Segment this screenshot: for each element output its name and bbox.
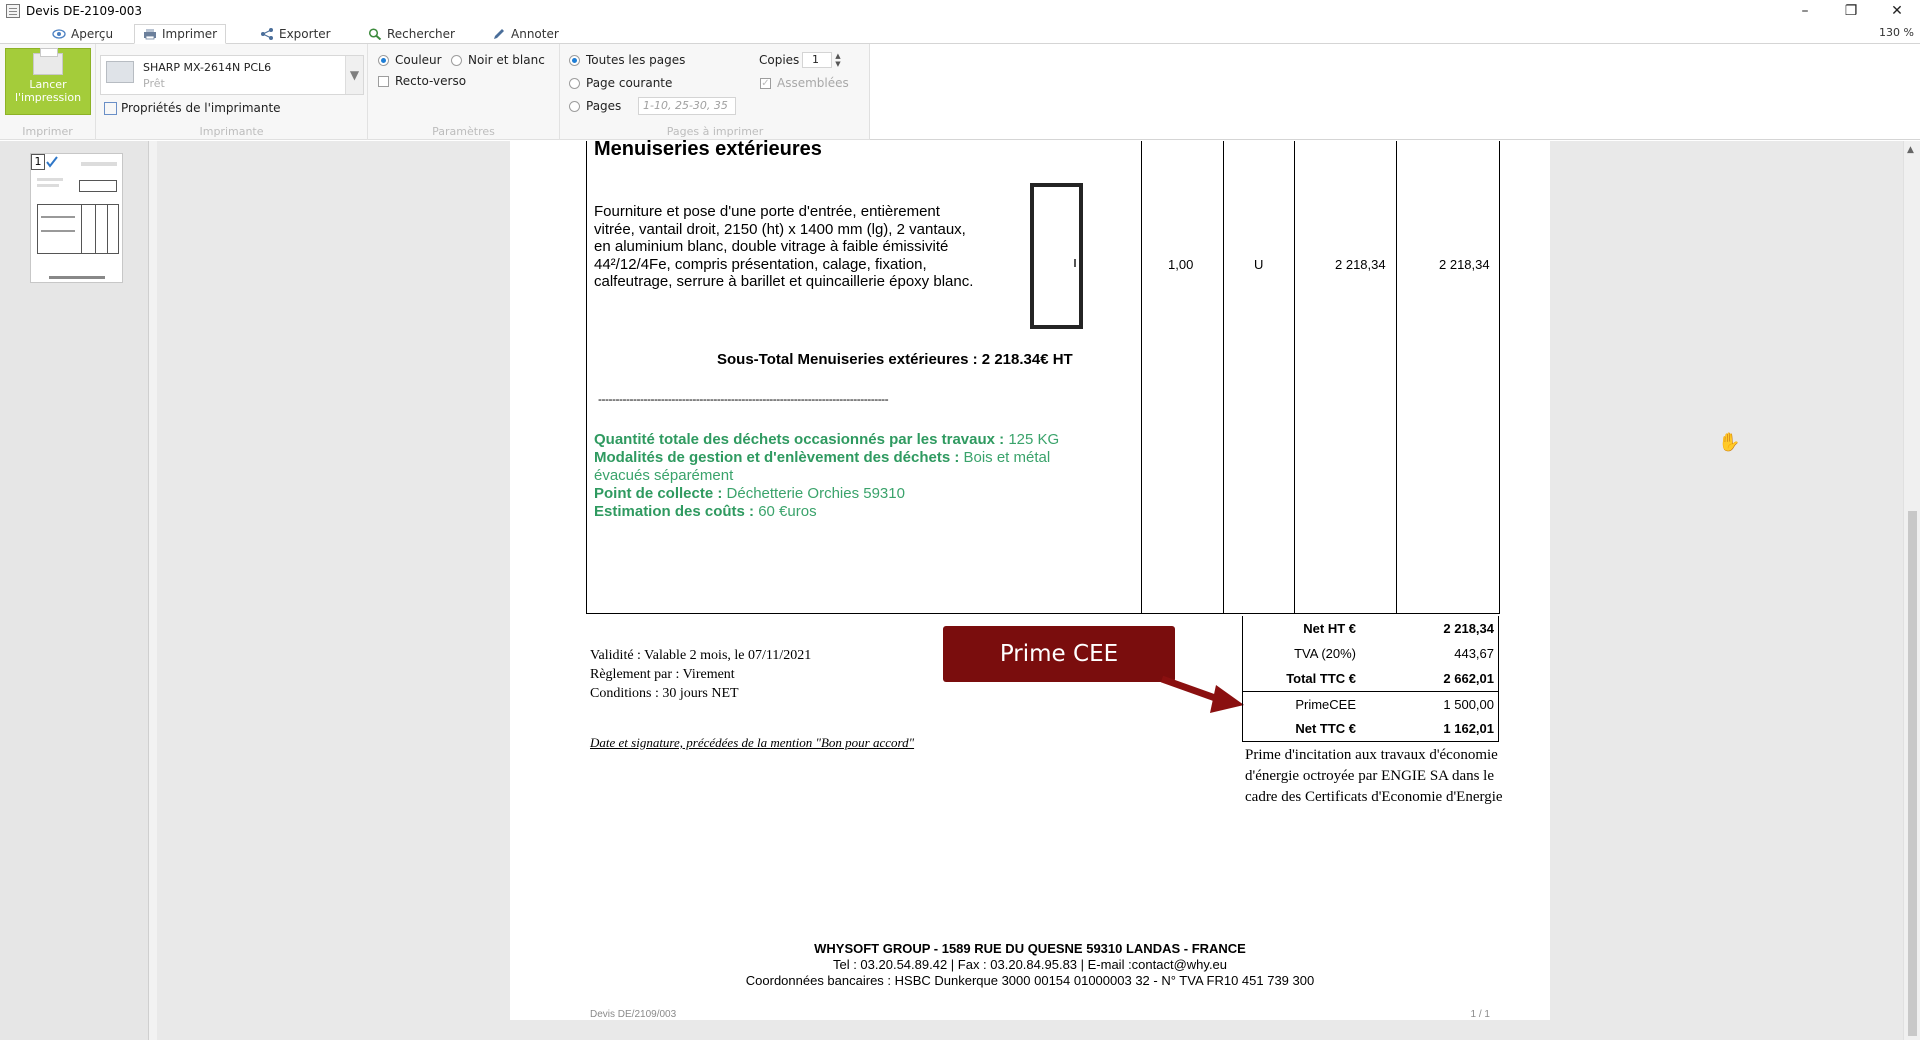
waste-line [594, 431, 1094, 449]
printer-properties-button[interactable] [104, 101, 281, 115]
waste-label: Estimation des coûts : [594, 503, 755, 520]
group-label: Imprimer [22, 125, 73, 138]
tab-apercu[interactable] [44, 24, 121, 44]
radio-indicator [569, 78, 580, 89]
totals-row [1243, 616, 1498, 641]
item-total: 2 218,34 [1439, 257, 1490, 272]
waste-line [594, 485, 1094, 503]
thumbnail-block [95, 204, 96, 254]
waste-label: Quantité totale des déchets occasionnés par les travaux : [594, 431, 1005, 448]
waste-value: 125 KG [1004, 431, 1060, 448]
copies-stepper[interactable]: ▲ ▼ [835, 52, 841, 68]
totals-table [1242, 616, 1499, 742]
totals-row [1243, 641, 1498, 666]
share-icon [260, 28, 274, 40]
waste-value: Bois et métal évacués séparément [594, 449, 1051, 484]
condition-line: Validité : Valable 2 mois, le 07/11/2021 [590, 648, 812, 663]
pages-range-input[interactable]: 1-10, 25-30, 35 [638, 97, 736, 115]
print-ribbon [0, 44, 870, 140]
door-image [1030, 183, 1083, 329]
printer-properties-label: Propriétés de l'imprimante [121, 101, 281, 115]
ribbon-empty-area [870, 44, 1920, 140]
tab-label: Annoter [511, 27, 559, 41]
waste-value: Déchetterie Orchies 59310 [722, 485, 905, 502]
waste-line [594, 449, 1074, 485]
printer-select[interactable] [100, 55, 364, 95]
minimize-button[interactable]: – [1801, 3, 1809, 19]
waste-label: Modalités de gestion et d'enlèvement des déchets : [594, 449, 960, 466]
section-title: Menuiseries extérieures [594, 138, 822, 160]
subtotal-line: Sous-Total Menuiseries extérieures : 2 218.34€ HT [717, 351, 1073, 368]
waste-value: 60 €uros [754, 503, 817, 520]
tab-annoter[interactable] [484, 24, 567, 44]
thumbnail-block [41, 216, 75, 218]
item-unit: U [1254, 257, 1264, 272]
restore-button[interactable]: ❐ [1844, 3, 1858, 19]
arrow-icon [1160, 671, 1250, 719]
waste-label: Point de collecte : [594, 485, 723, 502]
table-line [1294, 141, 1295, 613]
search-icon [368, 28, 382, 40]
prime-note: Prime d'incitation aux travaux d'économie d'énergie octroyée par ENGIE SA dans le cadre des Certificats d'Economie d'Energie [1245, 747, 1503, 805]
all-pages-radio[interactable] [569, 53, 685, 67]
separator-dashes: ----------------------------------------------------------------------------------- [598, 392, 889, 406]
group-label: Paramètres [432, 125, 495, 138]
thumbnail-block [79, 180, 117, 192]
collated-label: Assemblées [777, 76, 849, 90]
footer-contact: Tel : 03.20.54.89.42 | Fax : 03.20.84.95.83 | E-mail :contact@why.eu [832, 957, 1228, 972]
launch-print-button[interactable]: Lancer l'impression [5, 48, 91, 115]
thumbnail-page-number: 1 [31, 154, 45, 170]
document-page [510, 138, 1550, 1020]
totals-label: TVA (20%) [1294, 646, 1356, 661]
totals-value: 1 162,01 [1443, 721, 1494, 736]
color-label: Couleur [395, 53, 442, 67]
thumbnail-block [37, 184, 59, 187]
tab-label: Exporter [279, 27, 331, 41]
checkbox-indicator: ✓ [761, 77, 770, 89]
page-thumbnail[interactable] [30, 153, 123, 283]
current-page-label: Page courante [586, 76, 673, 90]
duplex-label: Recto-verso [395, 74, 467, 88]
totals-label: Net TTC € [1295, 721, 1356, 736]
copies-label: Copies [759, 53, 800, 67]
duplex-checkbox[interactable] [378, 74, 466, 88]
printer-status: Prêt [143, 77, 165, 90]
title-bar [0, 0, 1920, 22]
group-print [0, 44, 96, 140]
thumbnail-block [49, 276, 105, 279]
group-label: Pages à imprimer [666, 125, 764, 138]
item-qty: 1,00 [1168, 257, 1194, 272]
thumbnail-block [81, 162, 117, 166]
table-line [586, 613, 1500, 614]
eye-icon [52, 28, 66, 40]
tab-rechercher[interactable] [360, 24, 463, 44]
pen-icon [492, 28, 506, 40]
document-icon [6, 4, 20, 18]
checkbox-indicator [378, 76, 389, 87]
footer-company: WHYSOFT GROUP - 1589 RUE DU QUESNE 59310 LANDAS - FRANCE [814, 941, 1246, 956]
bw-label: Noir et blanc [468, 53, 545, 67]
scroll-up-arrow[interactable]: ▲ [1907, 145, 1914, 155]
totals-row [1243, 716, 1498, 741]
hand-cursor-icon: ✋ [1718, 432, 1741, 453]
printer-name: SHARP MX-2614N PCL6 [143, 61, 272, 74]
printer-icon [143, 28, 157, 40]
tab-bar [0, 22, 1920, 44]
tab-label: Aperçu [71, 27, 114, 41]
thumbnail-block [107, 204, 108, 254]
settings-icon [104, 102, 117, 115]
vertical-scrollbar[interactable] [1903, 141, 1920, 1040]
zoom-level[interactable]: 130 % [1879, 26, 1914, 39]
page-number: 1 / 1 [1470, 1009, 1490, 1020]
totals-value: 2 662,01 [1443, 671, 1494, 686]
collated-checkbox[interactable] [760, 76, 849, 90]
radio-indicator [569, 55, 580, 66]
thumbnail-block [41, 230, 75, 232]
totals-label: Net HT € [1303, 621, 1356, 636]
panel-splitter[interactable] [149, 141, 157, 1040]
tab-imprimer[interactable] [134, 24, 226, 44]
totals-row [1243, 666, 1498, 691]
totals-label: Total TTC € [1286, 671, 1356, 686]
pages-radio[interactable] [569, 99, 621, 113]
totals-row [1243, 691, 1498, 716]
table-line [586, 141, 587, 613]
pages-label: Pages [586, 99, 622, 113]
totals-value: 1 500,00 [1443, 697, 1494, 712]
printer-icon [106, 61, 134, 83]
condition-line: Conditions : 30 jours NET [590, 686, 739, 701]
bw-radio[interactable] [451, 53, 545, 67]
radio-indicator [378, 55, 389, 66]
item-unit-price: 2 218,34 [1335, 257, 1386, 272]
all-pages-label: Toutes les pages [586, 53, 686, 67]
table-line [1141, 141, 1142, 613]
copies-input[interactable]: 1 [802, 52, 832, 68]
window-controls [1782, 0, 1920, 22]
condition-line: Règlement par : Virement [590, 667, 735, 682]
color-radio[interactable] [378, 53, 442, 67]
thumbnail-block [81, 204, 82, 254]
current-page-radio[interactable] [569, 76, 672, 90]
printer-icon [33, 53, 63, 75]
footer-bank: Coordonnées bancaires : HSBC Dunkerque 3000 00154 01000003 32 - N° TVA FR10 451 739 300 [745, 973, 1315, 988]
signature-mention: Date et signature, précédées de la mention "Bon pour accord" [590, 735, 915, 750]
totals-label: PrimeCEE [1295, 697, 1356, 712]
page-reference: Devis DE/2109/003 [590, 1009, 677, 1020]
tab-label: Imprimer [162, 27, 218, 41]
table-line [1223, 141, 1224, 613]
tab-exporter[interactable] [252, 24, 339, 44]
thumbnail-block [37, 178, 63, 181]
group-label: Imprimante [199, 125, 264, 138]
waste-line [594, 503, 1094, 521]
radio-indicator [569, 101, 580, 112]
document-footer [510, 941, 1550, 989]
window-title: Devis DE-2109-003 [26, 4, 143, 18]
scrollbar-thumb[interactable] [1908, 511, 1917, 1036]
table-line [1396, 141, 1397, 613]
thumbnail-panel [0, 141, 149, 1040]
prime-cee-badge: Prime CEE [943, 626, 1175, 682]
close-button[interactable]: ✕ [1891, 3, 1903, 19]
totals-value: 443,67 [1454, 646, 1494, 661]
totals-value: 2 218,34 [1443, 621, 1494, 636]
chevron-down-icon[interactable]: ▼ [345, 56, 363, 94]
radio-indicator [451, 55, 462, 66]
tab-label: Rechercher [387, 27, 455, 41]
item-description: Fourniture et pose d'une porte d'entrée, entièrement vitrée, vantail droit, 2150 (ht) x 1400 mm (lg), 2 vantaux, en aluminium blanc, double vitrage à faible émissivité 44²/12/4Fe, compris présentation, calage, fixation, calfeutrage, serrure à barillet et quincaillerie époxy blanc. [594, 203, 974, 290]
payment-conditions [590, 646, 811, 703]
thumbnail-check-icon [45, 156, 59, 168]
table-line [1499, 141, 1500, 613]
